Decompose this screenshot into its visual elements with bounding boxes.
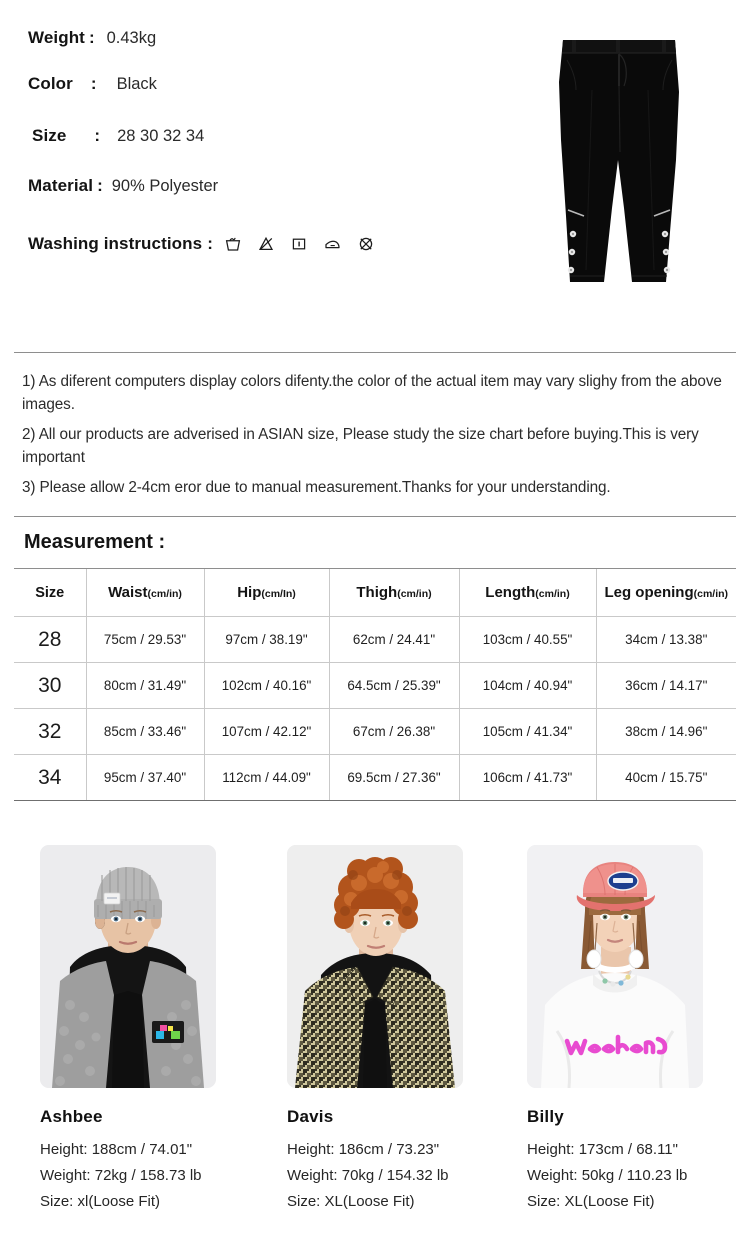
spec-row-weight [28,28,498,48]
note-item: 2) All our products are adverised in ASIAN size, Please study the size chart before buying.This is very important [22,425,699,467]
tumble-dry-icon [291,236,307,252]
cell-size: 28 [14,617,86,663]
material-value: 90% Polyester [111,177,219,195]
cell-waist: 80cm / 31.49" [86,663,204,709]
product-specifications [28,28,498,254]
washing-colon: : [207,234,213,253]
model-photo-davis [287,845,463,1088]
section-divider-measurement [14,516,736,517]
model-card-davis [287,845,463,1210]
weight-value: 0.43kg [106,29,157,47]
cell-size: 32 [14,709,86,755]
iron-icon [324,236,341,252]
cell-thigh: 64.5cm / 25.39" [329,663,459,709]
cell-length: 104cm / 40.94" [459,663,596,709]
model-photo-ashbee [40,845,216,1088]
cell-leg-opening: 38cm / 14.96" [596,709,736,755]
spec-row-color [28,74,498,94]
material-label: Material [28,176,94,195]
do-not-dry-clean-icon [358,236,374,252]
table-header-row [14,569,736,617]
cell-leg-opening: 40cm / 15.75" [596,755,736,801]
washing-symbol-group [225,236,374,252]
model-height: Height: 186cm / 73.23" [287,1141,440,1158]
cell-waist: 75cm / 29.53" [86,617,204,663]
spec-row-material [28,176,498,196]
column-header-leg-opening: Leg opening(cm/in) [596,569,736,617]
do-not-bleach-icon [258,236,274,252]
model-weight: Weight: 70kg / 154.32 lb [287,1167,449,1184]
column-header-size: Size [14,569,86,617]
disclaimer-notes [22,370,732,505]
cell-thigh: 67cm / 26.38" [329,709,459,755]
black-trousers-photo [520,20,750,310]
cell-hip: 112cm / 44.09" [204,755,329,801]
model-weight: Weight: 50kg / 110.23 lb [527,1167,688,1184]
model-name: Billy [527,1107,564,1126]
cell-leg-opening: 36cm / 14.17" [596,663,736,709]
measurement-title: Measurement : [24,531,166,553]
cell-waist: 95cm / 37.40" [86,755,204,801]
note-item: 3) Please allow 2-4cm eror due to manual measurement.Thanks for your understanding. [22,478,611,496]
model-size: Size: XL(Loose Fit) [287,1193,415,1210]
table-row [14,663,736,709]
cell-waist: 85cm / 33.46" [86,709,204,755]
size-chart-table [14,568,736,801]
cell-thigh: 62cm / 24.41" [329,617,459,663]
cell-hip: 107cm / 42.12" [204,709,329,755]
cell-hip: 97cm / 38.19" [204,617,329,663]
weight-colon: : [88,28,95,47]
cell-length: 103cm / 40.55" [459,617,596,663]
cell-thigh: 69.5cm / 27.36" [329,755,459,801]
table-row [14,709,736,755]
cell-leg-opening: 34cm / 13.38" [596,617,736,663]
model-height: Height: 173cm / 68.11" [527,1141,678,1158]
column-header-length: Length(cm/in) [459,569,596,617]
cell-length: 106cm / 41.73" [459,755,596,801]
cell-hip: 102cm / 40.16" [204,663,329,709]
model-size: Size: xl(Loose Fit) [40,1193,161,1210]
model-name: Ashbee [40,1107,103,1126]
model-card-billy [527,845,703,1210]
weight-label: Weight [28,28,85,47]
table-row [14,755,736,801]
hand-wash-icon [225,236,241,252]
model-size: Size: XL(Loose Fit) [527,1193,655,1210]
spec-row-size [28,126,498,146]
size-colon: : [94,126,101,145]
model-weight: Weight: 72kg / 158.73 lb [40,1167,202,1184]
column-header-waist: Waist(cm/in) [86,569,204,617]
material-colon: : [97,176,103,195]
color-value: Black [116,75,157,93]
washing-instructions-label: Washing instructions [28,234,203,253]
model-card-ashbee [40,845,216,1210]
model-height: Height: 188cm / 74.01" [40,1141,193,1158]
size-value: 28 30 32 34 [117,127,205,145]
note-item: 1) As diferent computers display colors difenty.the color of the actual item may vary slighy from the above images. [22,373,722,414]
cell-length: 105cm / 41.34" [459,709,596,755]
model-name: Davis [287,1107,334,1126]
cell-size: 34 [14,755,86,801]
cell-size: 30 [14,663,86,709]
color-colon: : [90,74,97,93]
spec-row-washing-instructions [28,234,498,254]
section-divider-top [14,352,736,353]
model-photo-billy [527,845,703,1088]
color-label: Color [28,74,73,93]
column-header-hip: Hip(cm/In) [204,569,329,617]
size-label: Size [32,126,67,145]
column-header-thigh: Thigh(cm/in) [329,569,459,617]
table-row [14,617,736,663]
